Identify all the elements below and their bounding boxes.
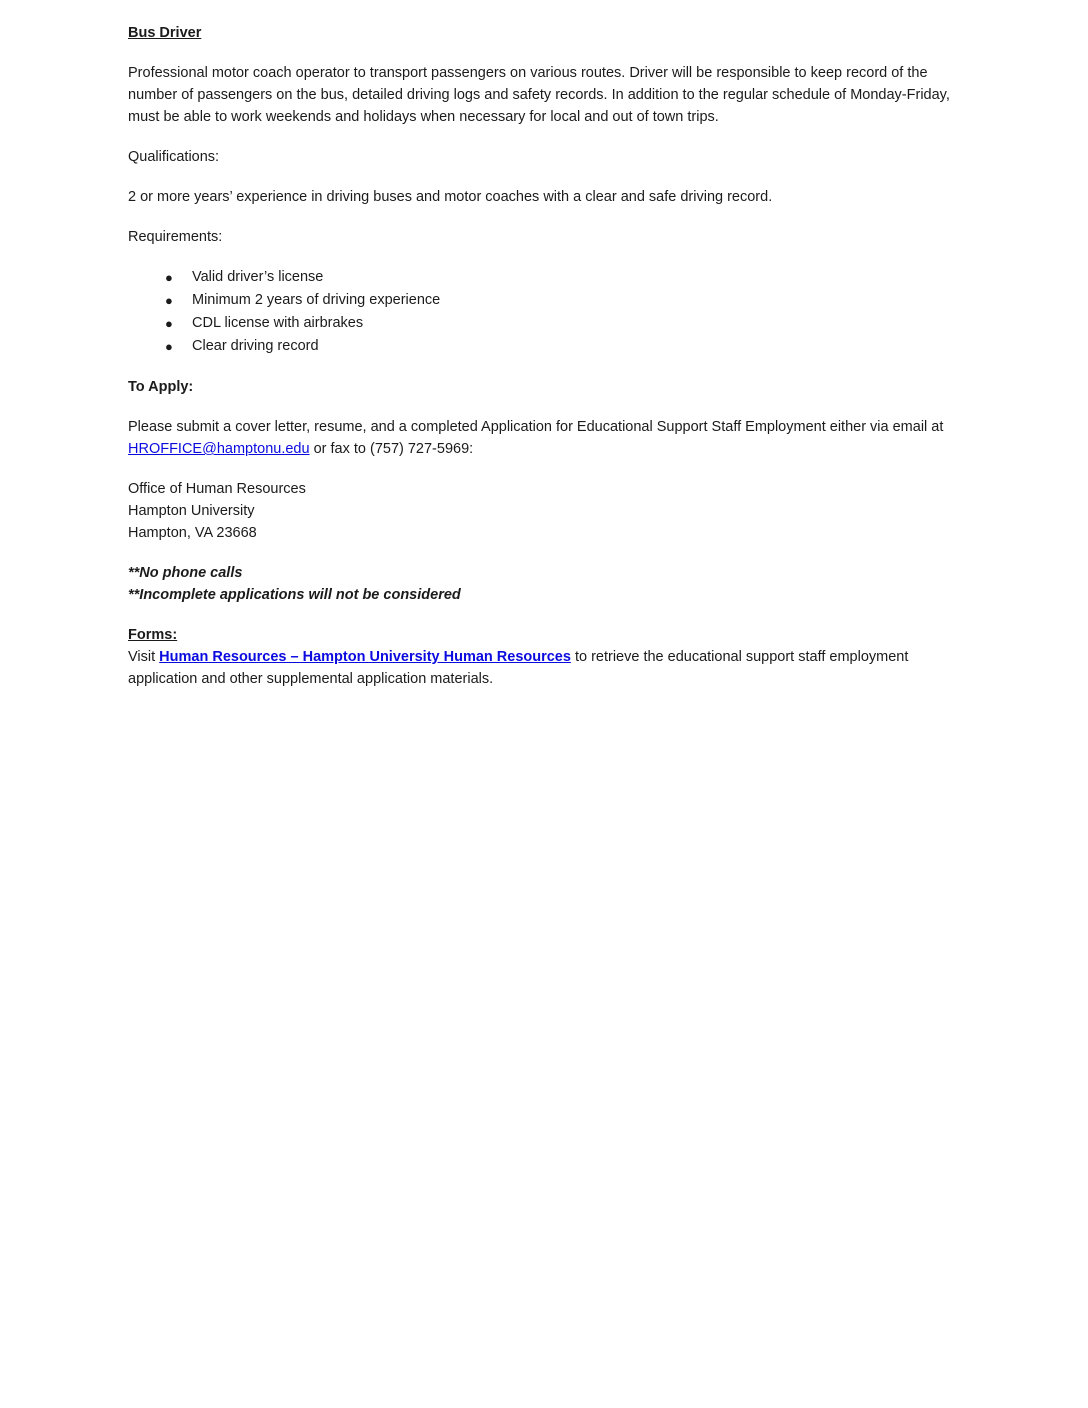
list-item <box>128 289 958 312</box>
human-resources-link[interactable]: Human Resources – Hampton University Human Resources <box>159 649 571 665</box>
address-line-university: Hampton University <box>128 503 255 519</box>
apply-text-after-link: or fax to (757) 727-5969: <box>309 441 474 457</box>
apply-paragraph <box>128 416 958 460</box>
notes-block <box>128 562 958 606</box>
address-block <box>128 478 958 544</box>
list-item <box>128 312 958 335</box>
to-apply-heading: To Apply: <box>128 379 194 395</box>
list-item <box>128 335 958 358</box>
note-incomplete-applications: **Incomplete applications will not be considered <box>128 587 461 603</box>
list-item-text: CDL license with airbrakes <box>192 315 364 331</box>
qualifications-heading: Qualifications: <box>128 149 220 165</box>
requirements-list <box>128 266 958 358</box>
forms-text-after-link: to retrieve the educational support staff employment application and other supplemental application materials. <box>128 649 909 687</box>
job-title: Bus Driver <box>128 25 202 41</box>
note-no-phone-calls: **No phone calls <box>128 565 243 581</box>
bullet-icon: ● <box>165 293 173 308</box>
list-item-text: Valid driver’s license <box>192 269 324 285</box>
apply-text-before-link: Please submit a cover letter, resume, and a completed Application for Educational Support Staff Employment either via email at <box>128 419 944 435</box>
address-line-office: Office of Human Resources <box>128 481 306 497</box>
forms-text-before-link: Visit <box>128 649 160 665</box>
intro-paragraph: Professional motor coach operator to transport passengers on various routes. Driver will be responsible to keep record of the number of passengers on the bus, detailed driving logs and safety records. In addition to the regular schedule of Monday-Friday, must be able to work weekends and holidays when necessary for local and out of town trips. <box>128 65 950 125</box>
address-line-city: Hampton, VA 23668 <box>128 525 257 541</box>
qualifications-text: 2 or more years’ experience in driving buses and motor coaches with a clear and safe driving record. <box>128 189 773 205</box>
bullet-icon: ● <box>165 270 173 285</box>
bullet-icon: ● <box>165 339 173 354</box>
list-item-text: Minimum 2 years of driving experience <box>192 292 441 308</box>
requirements-heading: Requirements: <box>128 229 223 245</box>
forms-paragraph <box>128 646 958 690</box>
document-content <box>0 0 1088 690</box>
list-item-text: Clear driving record <box>192 338 319 354</box>
forms-heading: Forms: <box>128 627 178 643</box>
bullet-icon: ● <box>165 316 173 331</box>
email-link[interactable]: HROFFICE@hamptonu.edu <box>128 441 310 457</box>
list-item <box>128 266 958 289</box>
